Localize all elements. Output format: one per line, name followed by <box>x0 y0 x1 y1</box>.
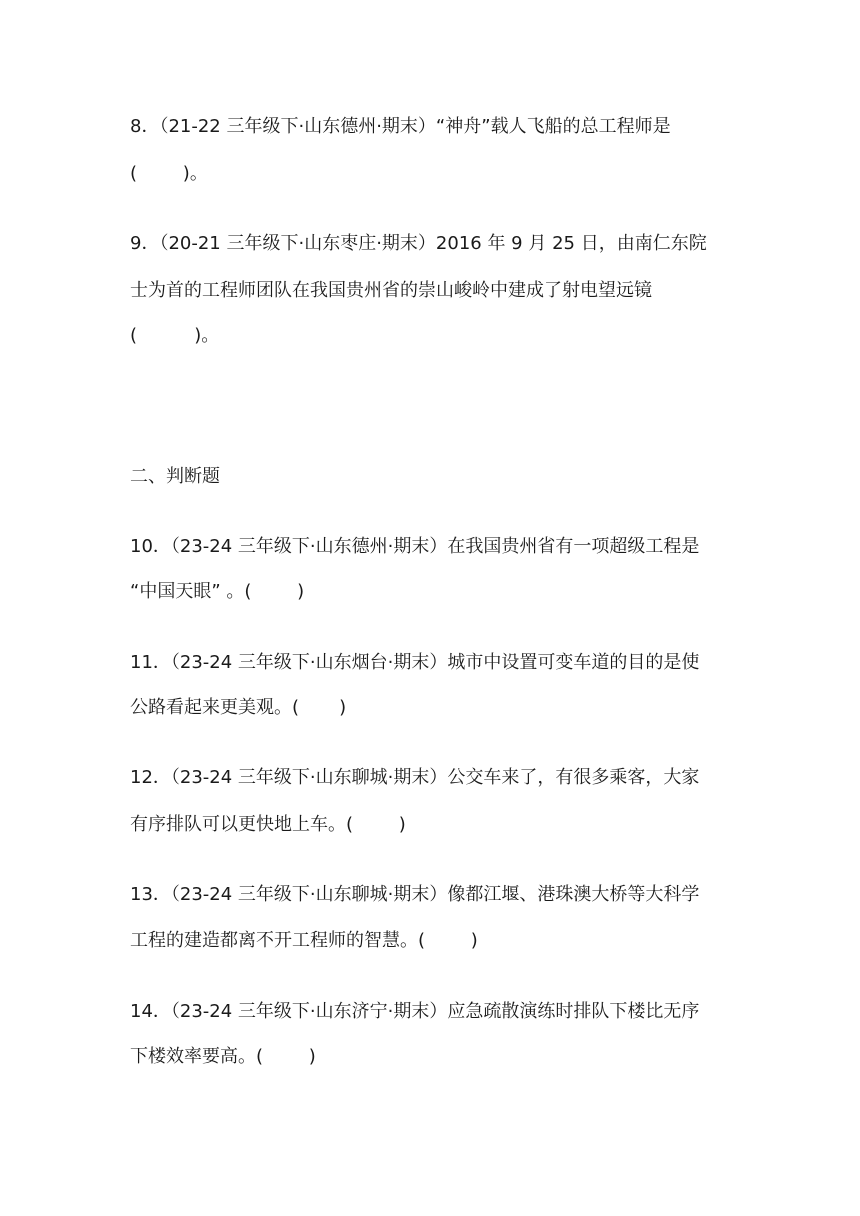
question-9-line-1: 9．（20-21 三年级下·山东枣庄·期末）2016 年 9 月 25 日，由南仁东院 <box>130 233 707 254</box>
section-title: 二、判断题 <box>130 466 220 487</box>
question-13-line-2: 工程的建造都离不开工程师的智慧。( ) <box>130 930 478 951</box>
question-11-line-2: 公路看起来更美观。( ) <box>130 697 347 718</box>
question-9-line-2: 士为首的工程师团队在我国贵州省的崇山峻岭中建成了射电望远镜 <box>130 280 652 301</box>
question-11-line-1: 11．（23-24 三年级下·山东烟台·期末）城市中设置可变车道的目的是使 <box>130 652 700 673</box>
question-9-line-3: ( )。 <box>130 325 220 346</box>
question-14-line-2: 下楼效率要高。( ) <box>130 1046 316 1067</box>
question-12-line-2: 有序排队可以更快地上车。( ) <box>130 814 406 835</box>
question-14-line-1: 14．（23-24 三年级下·山东济宁·期末）应急疏散演练时排队下楼比无序 <box>130 1001 700 1022</box>
question-10-line-2: “中国天眼” 。( ) <box>130 581 305 602</box>
question-13-line-1: 13．（23-24 三年级下·山东聊城·期末）像都江堰、港珠澳大桥等大科学 <box>130 884 700 905</box>
question-8-line-1: 8．（21-22 三年级下·山东德州·期末）“神舟”载人飞船的总工程师是 <box>130 116 671 137</box>
question-12-line-1: 12．（23-24 三年级下·山东聊城·期末）公交车来了，有很多乘客，大家 <box>130 767 700 788</box>
question-8-line-2: ( )。 <box>130 163 208 184</box>
question-10-line-1: 10．（23-24 三年级下·山东德州·期末）在我国贵州省有一项超级工程是 <box>130 536 700 557</box>
